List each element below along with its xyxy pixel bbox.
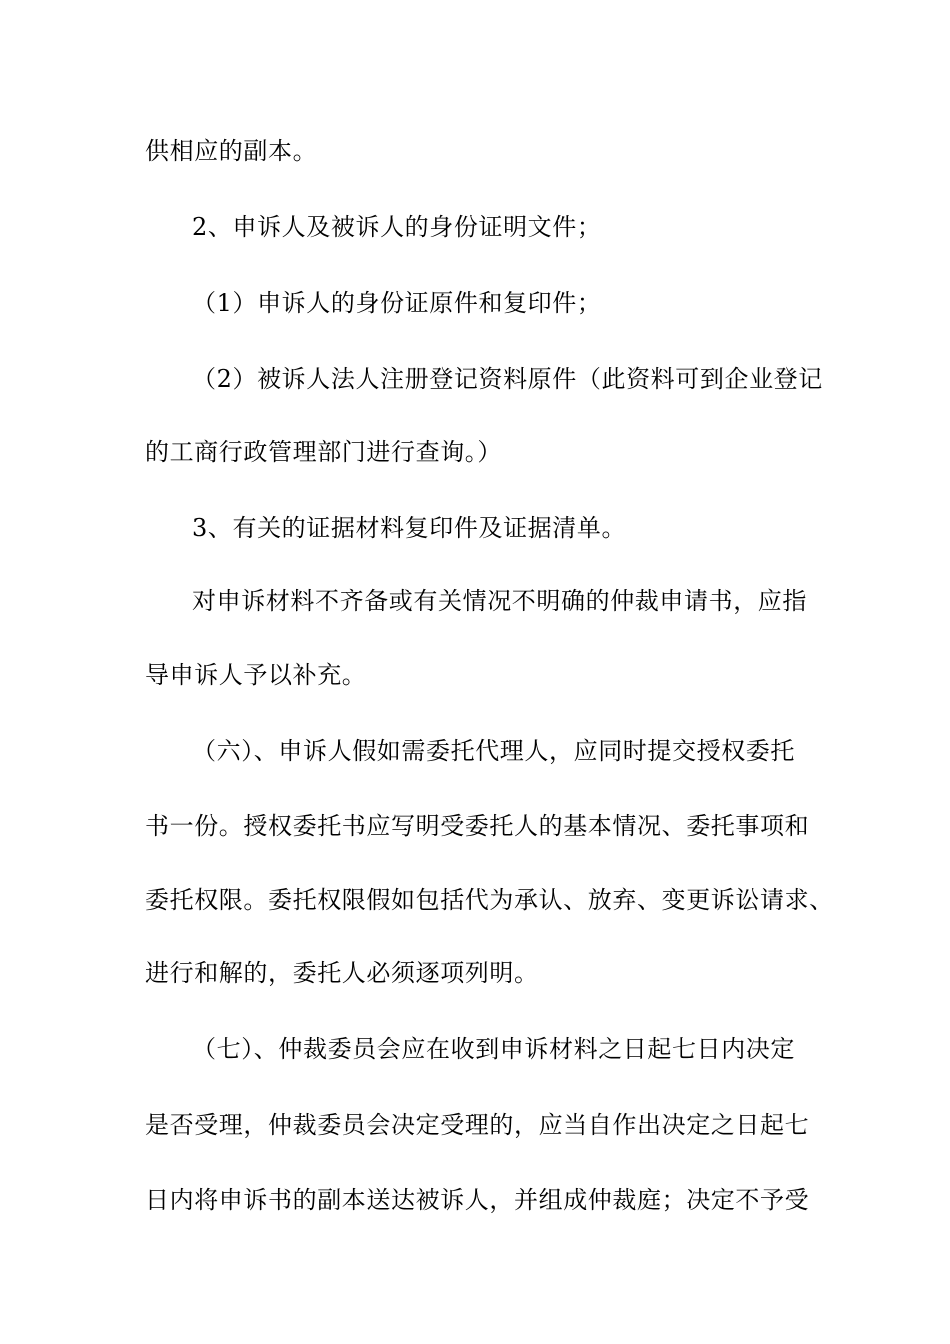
text-line-6: 3、有关的证据材料复印件及证据清单。 [192,514,627,542]
text-line-9: （六）、申诉人假如需委托代理人，应同时提交授权委托 [192,737,795,765]
text-line-3: （1）申诉人的身份证原件和复印件； [192,289,602,317]
text-line-14: 是否受理，仲裁委员会决定受理的，应当自作出决定之日起七 [145,1111,810,1139]
text-line-11: 委托权限。委托权限假如包括代为承认、放弃、变更诉讼请求、 [145,886,834,914]
text-line-12: 进行和解的，委托人必须逐项列明。 [145,959,539,987]
text-line-4: （2）被诉人法人注册登记资料原件（此资料可到企业登记 [192,365,823,393]
text-line-15: 日内将申诉书的副本送达被诉人，并组成仲裁庭；决定不予受 [145,1186,810,1214]
text-line-1: 供相应的副本。 [145,137,318,165]
text-line-8: 导申诉人予以补充。 [145,661,367,689]
text-line-13: （七）、仲裁委员会应在收到申诉材料之日起七日内决定 [192,1035,795,1063]
text-line-10: 书一份。授权委托书应写明受委托人的基本情况、委托事项和 [145,812,810,840]
text-line-7: 对申诉材料不齐备或有关情况不明确的仲裁申请书，应指 [192,587,807,615]
text-line-2: 2、申诉人及被诉人的身份证明文件； [192,213,602,241]
text-line-5: 的工商行政管理部门进行查询。） [145,438,502,466]
